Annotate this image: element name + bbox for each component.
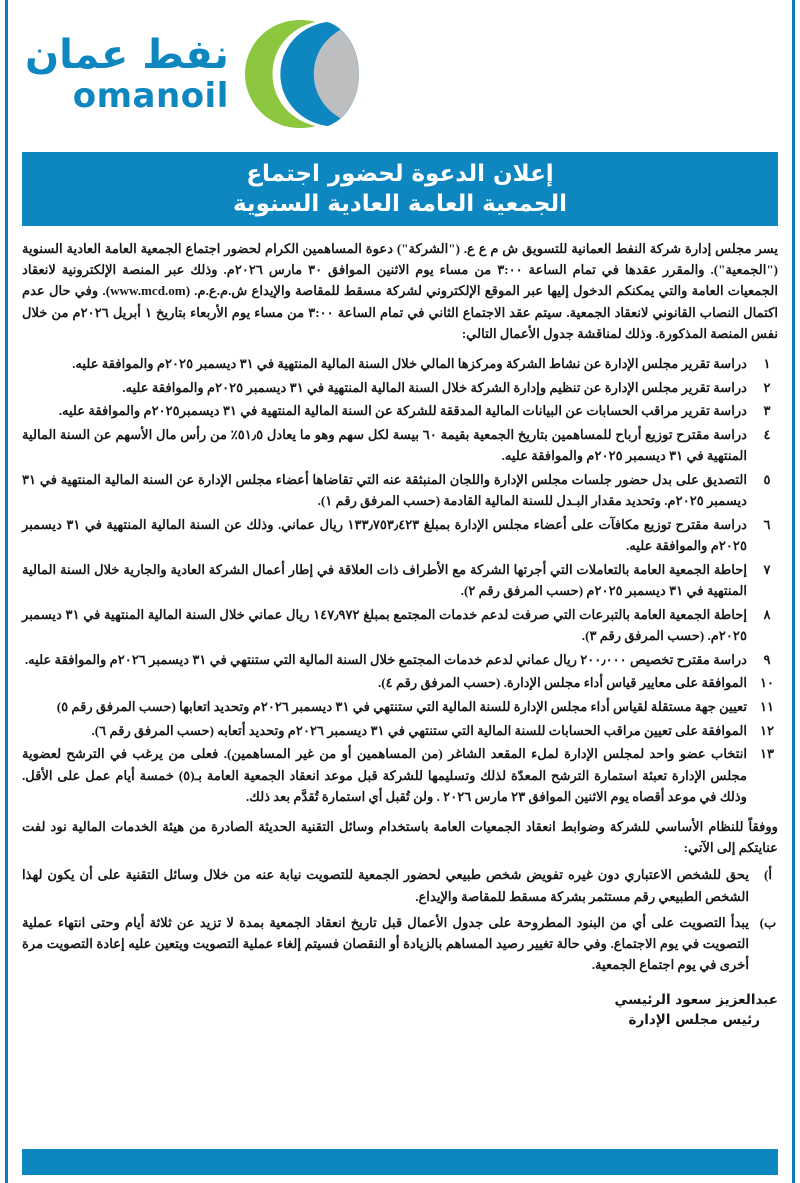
intro-paragraph: يسر مجلس إدارة شركة النفط العمانية للتسويق ش م ع ع. ("الشركة") دعوة المساهمين الكرام لحضور اجتماع الجمعية العامة العادية السنوية ("الجمعية"). والمقرر عقدها في تمام الساعة ٣:٠٠ من مساء يوم الاثنين الموافق ٣٠ مارس ٢٠٢٦م. وذلك عبر المنصة الإلكترونية لانعقاد الجمعيات العامة والتي يمكنكم الدخول إليها عبر الموقع الإلكتروني لشركة مسقط للمقاصة والإيداع ش.م.ع.م. (www.mcd.om). وفي حال عدم اكتمال النصاب القانوني لانعقاد الجمعية. سيتم عقد الاجتماع الثاني في تمام الساعة ٣:٠٠ من مساء يوم الأربعاء بتاريخ ١ أبريل ٢٠٢٦م من خلال نفس المنصة المذكورة. وذلك لمناقشة جدول الأعمال التالي: (22, 241, 779, 341)
agenda-item (22, 672, 778, 693)
signature-block (22, 990, 778, 1031)
agenda-item-text: إحاطة الجمعية العامة بالتبرعات التي صرفت لدعم خدمات المجتمع بمبلغ ١٤٧٫٩٧٢ ريال عماني خلال السنة المالية المنتهية في ٣١ ديسمبر ٢٠٢٥م. (حسب المرفق رقم ٣). (22, 606, 747, 643)
title-banner (22, 152, 778, 226)
agenda-item-text: دراسة مقترح تخصيص ٢٠٠٫٠٠٠ ريال عماني لدعم خدمات المجتمع خلال السنة المالية التي ستنتهي في ٣١ ديسمبر ٢٠٢٦م والموافقة عليه. (24, 651, 747, 667)
agenda-item-number: ١ (763, 356, 771, 372)
lettered-note-marker: ب) (759, 914, 777, 930)
lettered-note-marker: أ) (764, 867, 772, 883)
footer-blue-bar (22, 1149, 778, 1175)
agenda-item-text: الموافقة على معايير قياس أداء مجلس الإدارة. (حسب المرفق رقم ٤). (378, 675, 747, 691)
agenda-item-number: ١٣ (759, 746, 775, 762)
banner-title-line-1: إعلان الدعوة لحضور اجتماع (246, 160, 554, 187)
lettered-note-item (22, 864, 778, 906)
agenda-item-text: دراسة تقرير مجلس الإدارة عن نشاط الشركة ومركزها المالي خلال السنة المالية المنتهية في ٣١ ديسمبر ٢٠٢٥م والموافقة عليه. (72, 356, 747, 372)
lettered-notes-list (22, 864, 778, 975)
agenda-item (22, 743, 778, 807)
agenda-list (22, 353, 778, 807)
agenda-item (22, 353, 778, 374)
logo-english-text: omanoil (72, 76, 229, 116)
agenda-item (22, 514, 778, 556)
agenda-item (22, 424, 778, 466)
omanoil-globe-icon (243, 18, 361, 130)
signatory-role: رئيس مجلس الإدارة (628, 1011, 760, 1028)
lettered-note-text: يبدأ التصويت على أي من البنود المطروحة على جدول الأعمال قبل تاريخ انعقاد الجمعية بمدة لا تزيد عن ثلاثة أيام وحتى انتهاء عملية التصويت في يوم الاجتماع. وفي حالة تغيير رصيد المساهم بالزيادة أو النقصان فسيتم إلغاء عملية التصويت ويتعين عليه إعادة التصويت مرة أخرى في يوم اجتماع الجمعية. (22, 914, 749, 973)
agenda-item-number: ٧ (763, 561, 771, 577)
agenda-item-text: دراسة مقترح توزيع مكافآت على أعضاء مجلس الإدارة بمبلغ ١٣٣٫٧٥٣٫٤٢٣ ريال عماني. وذلك عن السنة المالية المنتهية في ٣١ ديسمبر ٢٠٢٥م والموافقة عليه. (22, 516, 747, 554)
agenda-item (22, 720, 778, 741)
agenda-item-text: دراسة تقرير مجلس الإدارة عن تنظيم وإدارة الشركة خلال السنة المالية المنتهية في ٣١ ديسمبر ٢٠٢٥م والموافقة عليه. (122, 379, 747, 395)
agenda-item-text: إحاطة الجمعية العامة بالتعاملات التي أجرتها الشركة مع الأطراف ذات العلاقة في إطار أعمال الشركة العادية والجارية خلال السنة المالية المنتهية في ٣١ ديسمبر ٢٠٢٥م (حسب المرفق رقم ٢). (22, 561, 747, 599)
agenda-item-number: ٣ (763, 403, 771, 419)
agenda-item-text: تعيين جهة مستقلة لقياس أداء مجلس الإدارة للسنة المالية التي ستنتهي في ٣١ ديسمبر ٢٠٢٦م وتحديد اتعابها (حسب المرفق رقم ٥) (56, 699, 747, 715)
agenda-item (22, 469, 778, 511)
agenda-item-number: ٦ (763, 516, 771, 532)
agenda-item-number: ٢ (763, 379, 771, 395)
agenda-item-text: انتخاب عضو واحد لمجلس الإدارة لملء المقعد الشاغر (من المساهمين أو من غير المساهمين). فعلى من يرغب في الترشح لعضوية مجلس الإدارة تعبئة استمارة الترشح المعدّة لذلك وتسليمها للشركة قبل موعد انعقاد الجمعية العامة بـ(٥) خمسة أيام عمل على الأقل. وذلك في موعد أقصاه يوم الاثنين الموافق ٢٣ مارس ٢٠٢٦ . ولن تُقبل أي استمارة تُقدَّم بعد ذلك. (22, 746, 748, 804)
agenda-item (22, 400, 778, 421)
agenda-item-number: ٩ (763, 651, 771, 667)
banner-title-line-2: الجمعية العامة العادية السنوية (232, 191, 568, 217)
logo-arabic-text: نفط عمان (25, 32, 229, 78)
lettered-note-text: يحق للشخص الاعتباري دون غيره تفويض شخص طبيعي لحضور الجمعية للتصويت نيابة عنه من خلال وسائل التقنية على أن يكون لهذا الشخص الطبيعي رقم مستثمر بشركة مسقط للمقاصة والإيداع. (22, 867, 749, 904)
signatory-name: عبدالعزيز سعود الرئيسي (614, 991, 778, 1008)
agenda-item-text: التصديق على بدل حضور جلسات مجلس الإدارة واللجان المنبثقة عنه التي تقاضاها أعضاء مجلس الإدارة عن السنة المالية المنتهية في ٣١ ديسمبر ٢٠٢٥م. وتحديد مقدار البـدل للسنة المالية القادمة (حسب المرفق رقم ١). (22, 472, 747, 509)
agenda-item (22, 559, 778, 601)
agenda-item-number: ١١ (759, 699, 775, 715)
left-edge-rule (5, 0, 8, 1183)
document-body (22, 238, 778, 1135)
right-edge-rule (792, 0, 795, 1183)
agenda-item (22, 696, 778, 717)
agenda-item-number: ١٢ (759, 722, 775, 738)
logo-band (0, 0, 800, 145)
lettered-note-item (22, 912, 778, 976)
agenda-item-text: دراسة مقترح توزيع أرباح للمساهمين بتاريخ الجمعية بقيمة ٦٠ بيسة لكل سهم وهو ما يعادل ٥١٫٥٪ من رأس مال الأسهم عن السنة المالية المنتهية في ٣١ ديسمبر ٢٠٢٥م والموافقة عليه. (22, 427, 748, 464)
agenda-item (22, 649, 778, 670)
company-logo (25, 18, 361, 130)
agenda-item-text: دراسة تقرير مراقب الحسابات عن البيانات المالية المدققة للشركة عن السنة المالية المنتهية في ٣١ ديسمبر٢٠٢٥م والموافقة عليه. (58, 403, 747, 419)
agenda-item-number: ٤ (763, 427, 771, 443)
closing-note: ووفقاً للنظام الأساسي للشركة وضوابط انعقاد الجمعيات العامة باستخدام وسائل التقنية الحديثة الصادرة من هيئة الخدمات المالية نود لفت عنايتكم إلى الآتي: (22, 819, 778, 856)
agenda-item-number: ٨ (763, 606, 771, 622)
agenda-item-number: ١٠ (759, 675, 775, 691)
agenda-item-number: ٥ (763, 472, 771, 488)
agenda-item (22, 604, 778, 646)
agenda-item (22, 377, 778, 398)
agenda-item-text: الموافقة على تعيين مراقب الحسابات للسنة المالية التي ستنتهي في ٣١ ديسمبر ٢٠٢٦م وتحديد أتعابه (حسب المرفق رقم ٦). (91, 722, 747, 738)
logo-wordmark (25, 32, 229, 116)
